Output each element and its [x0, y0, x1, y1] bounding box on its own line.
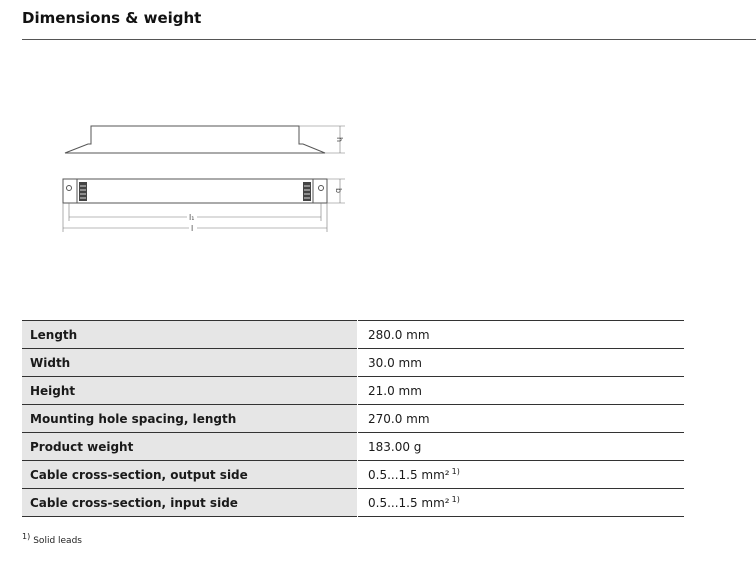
- specifications-table: [22, 320, 684, 517]
- spec-label: Product weight: [22, 433, 358, 461]
- title-divider: [22, 39, 756, 40]
- length-dimensions: [63, 203, 327, 232]
- section-title: Dimensions & weight: [22, 9, 202, 27]
- footnote-ref: 1): [451, 495, 460, 504]
- table-row: [22, 433, 684, 461]
- spec-label: Cable cross-section, output side: [22, 461, 358, 489]
- footnote: [22, 532, 82, 546]
- spec-value: 280.0 mm: [358, 321, 685, 349]
- footnote-text: Solid leads: [33, 536, 82, 546]
- spec-value: 270.0 mm: [358, 405, 685, 433]
- spec-value: 0.5...1.5 mm² $^{1)}$: [358, 461, 685, 489]
- footnote-marker: 1): [22, 532, 31, 541]
- spec-value: 21.0 mm: [358, 377, 685, 405]
- footnote-ref: 1): [451, 467, 460, 476]
- spec-label: Mounting hole spacing, length: [22, 405, 358, 433]
- table-row: [22, 405, 684, 433]
- side-view: [65, 126, 325, 153]
- hole-spacing-label: l₁: [189, 213, 195, 222]
- length-label: l: [191, 224, 194, 233]
- terminal-blocks: [79, 182, 311, 201]
- height-label: h: [335, 137, 344, 143]
- spec-label: Height: [22, 377, 358, 405]
- table-row: [22, 321, 684, 349]
- table-row: [22, 461, 684, 489]
- table-row: [22, 377, 684, 405]
- spec-value: 30.0 mm: [358, 349, 685, 377]
- spec-value: 183.00 g: [358, 433, 685, 461]
- spec-value: 0.5...1.5 mm² $^{1)}$: [358, 489, 685, 517]
- table-row: [22, 489, 684, 517]
- spec-label: Cable cross-section, input side: [22, 489, 358, 517]
- top-view: [63, 179, 327, 203]
- spec-label: Length: [22, 321, 358, 349]
- width-label: b: [334, 188, 343, 194]
- table-row: [22, 349, 684, 377]
- spec-label: Width: [22, 349, 358, 377]
- product-dimension-drawing: [55, 118, 355, 238]
